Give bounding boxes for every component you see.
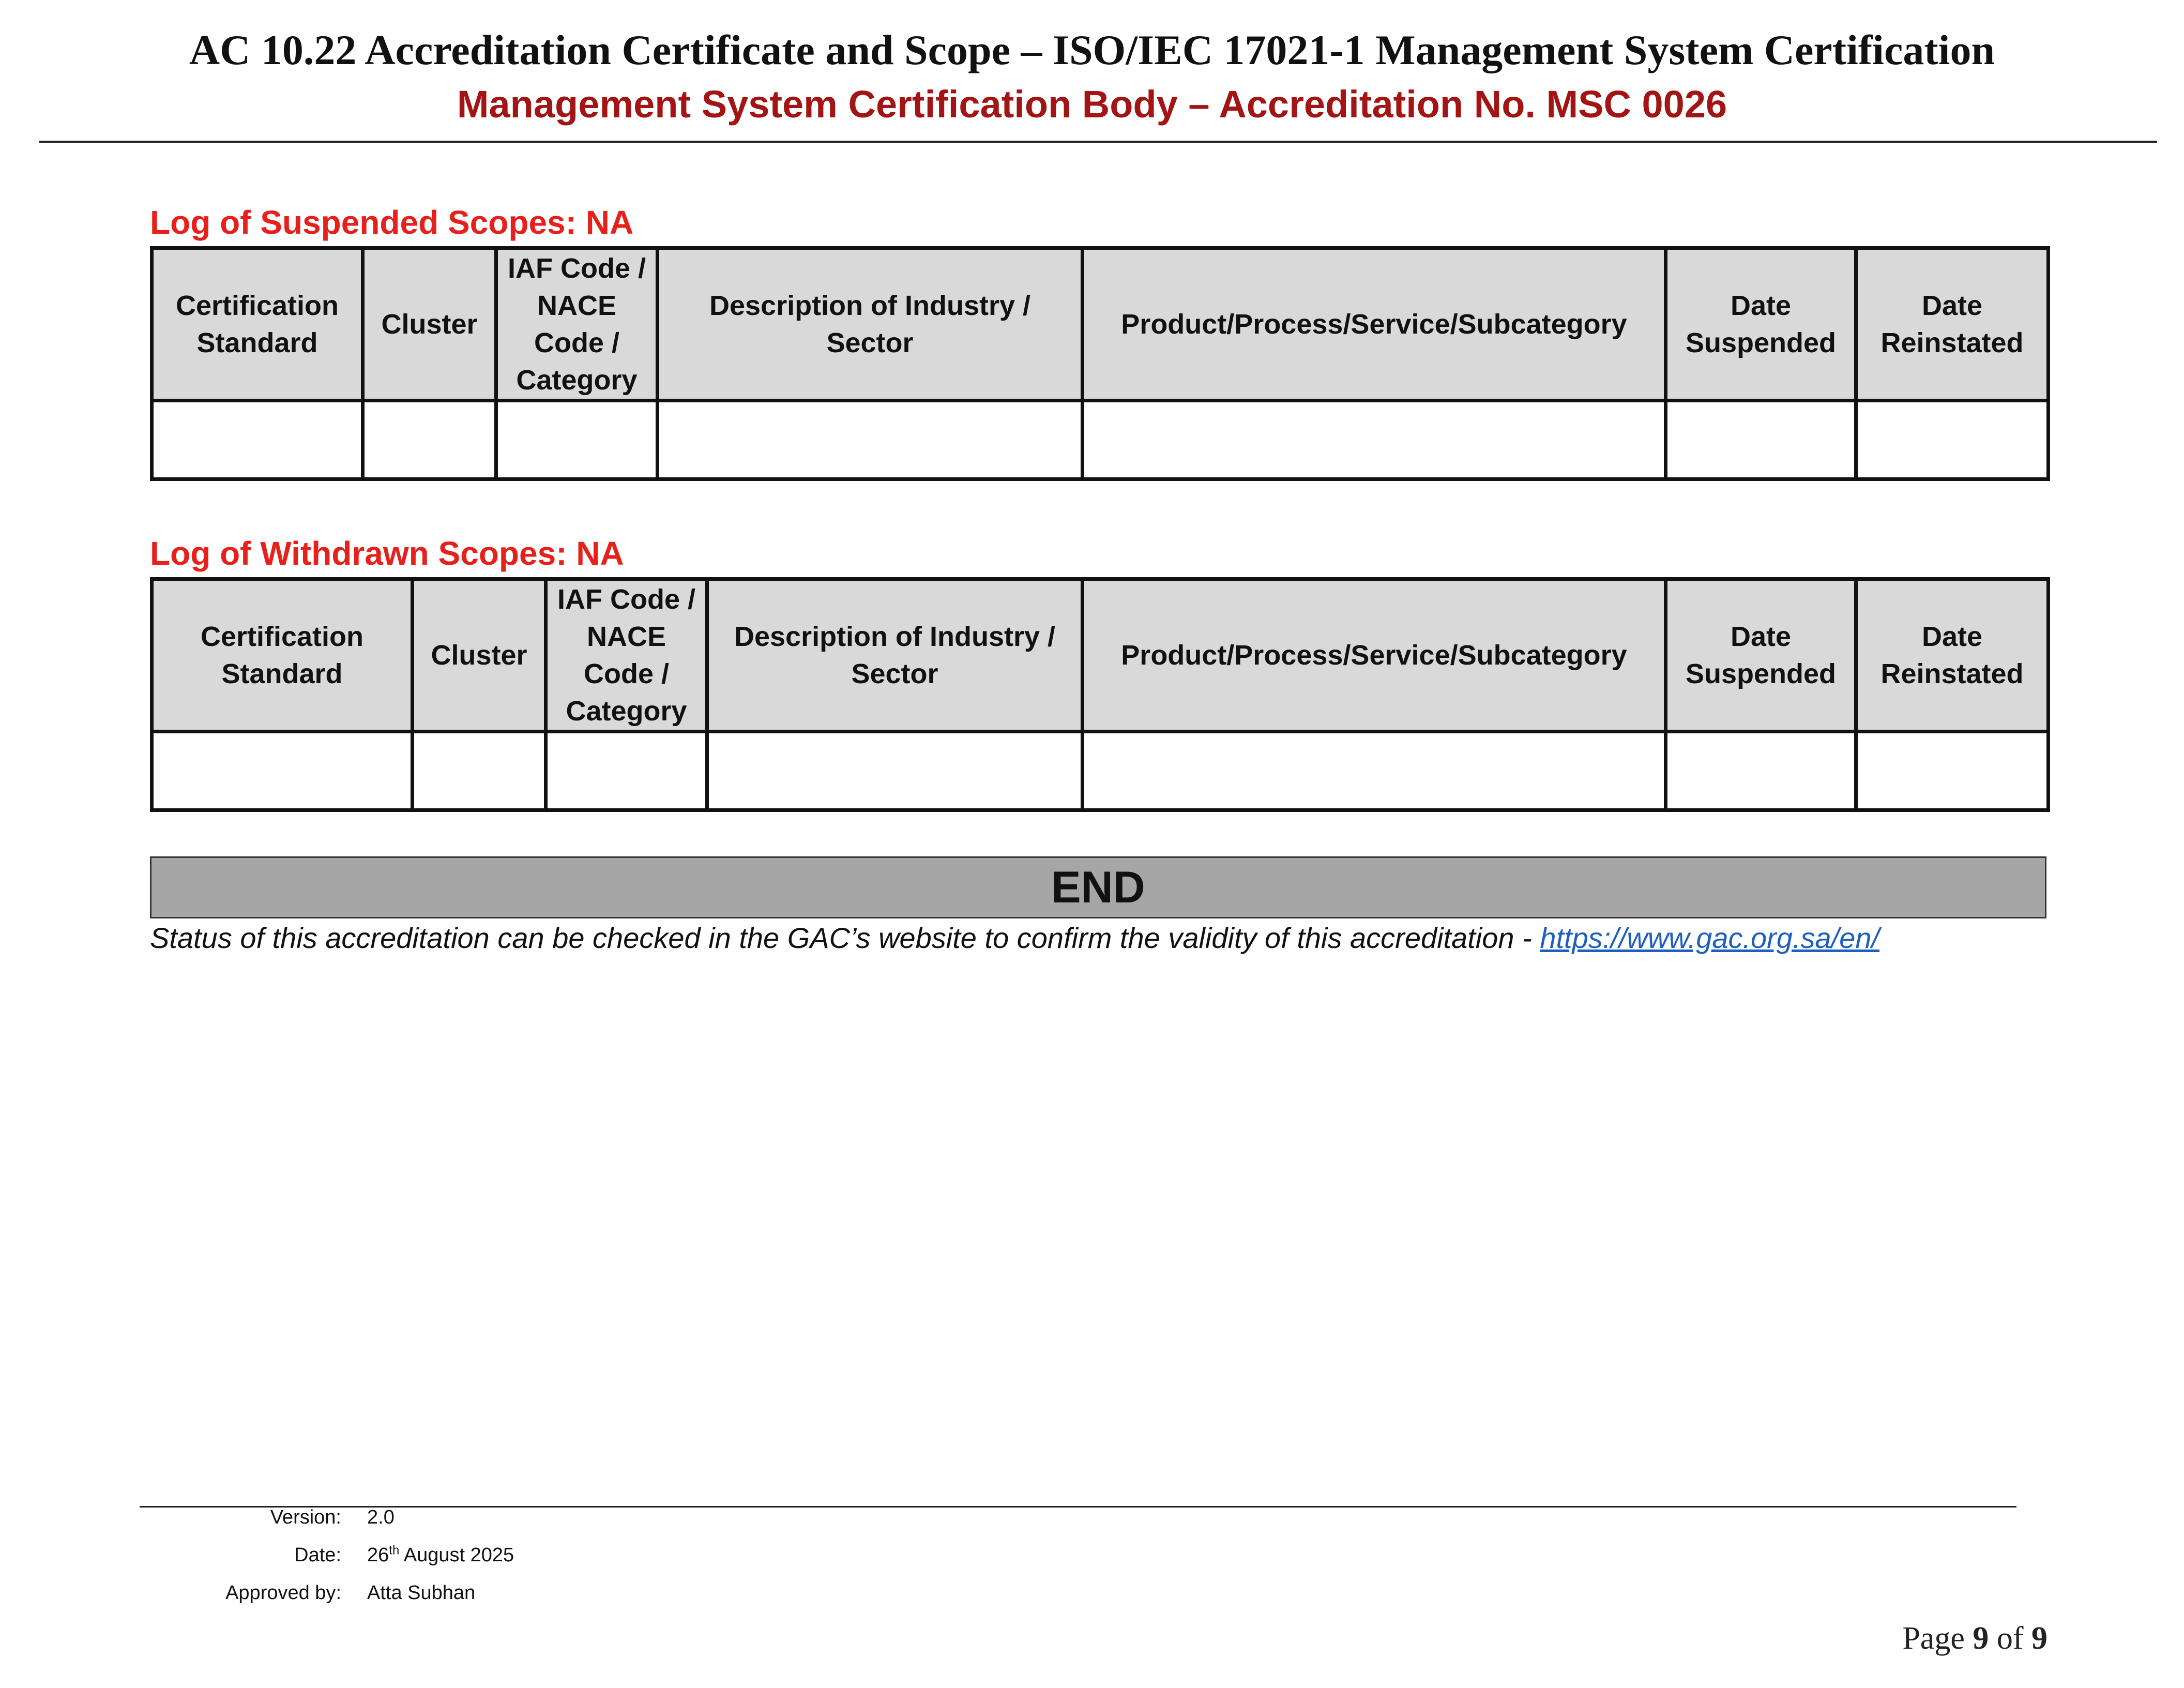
column-header-product-process: Product/Process/Service/Subcategory [1083,579,1666,732]
status-note [150,920,1879,957]
gac-website-link[interactable]: https://www.gac.org.sa/en/ [1540,922,1880,954]
table-row [152,732,2049,810]
table-cell [496,401,658,479]
withdrawn-scopes-heading: Log of Withdrawn Scopes: NA [150,535,624,572]
column-header-description: Description of Industry / Sector [658,248,1083,401]
suspended-scopes-table [150,246,2050,481]
table-cell [1856,401,2049,479]
table-cell [413,732,546,810]
end-banner: END [150,856,2046,918]
approved-by-label: Approved by: [225,1582,341,1604]
column-header-date-suspended: Date Suspended [1666,579,1856,732]
date-label: Date: [294,1544,341,1566]
table-cell [152,732,413,810]
table-cell [1666,732,1856,810]
table-cell [152,401,363,479]
page-title: AC 10.22 Accreditation Certificate and Scope – ISO/IEC 17021-1 Management System Certification [189,26,1995,73]
column-header-description: Description of Industry / Sector [707,579,1083,732]
date-value: 26th August 2025 [367,1543,514,1566]
suspended-scopes-heading: Log of Suspended Scopes: NA [150,204,634,241]
withdrawn-scopes-table [150,577,2050,812]
column-header-date-reinstated: Date Reinstated [1856,248,2049,401]
table-cell [1856,732,2049,810]
page-subtitle: Management System Certification Body – Accreditation No. MSC 0026 [457,83,1727,126]
column-header-cluster: Cluster [413,579,546,732]
version-value: 2.0 [367,1506,395,1528]
table-cell [658,401,1083,479]
column-header-cluster: Cluster [363,248,496,401]
table-row [152,401,2049,479]
column-header-iaf-code: IAF Code / NACE Code / Category [496,248,658,401]
table-cell [1666,401,1856,479]
approved-by-value: Atta Subhan [367,1582,476,1604]
table-cell [707,732,1083,810]
table-cell [363,401,496,479]
table-cell [1083,401,1666,479]
column-header-date-reinstated: Date Reinstated [1856,579,2049,732]
table-header-row [152,248,2049,401]
footer-divider [140,1506,2016,1508]
page-number: Page 9 of 9 [1902,1621,2048,1656]
column-header-certification-standard: Certification Standard [152,579,413,732]
column-header-product-process: Product/Process/Service/Subcategory [1083,248,1666,401]
column-header-iaf-code: IAF Code / NACE Code / Category [546,579,707,732]
column-header-certification-standard: Certification Standard [152,248,363,401]
version-label: Version: [270,1506,341,1528]
table-header-row [152,579,2049,732]
table-cell [546,732,707,810]
header-divider [39,141,2157,143]
status-note-text: Status of this accreditation can be checked in the GAC’s website to confirm the validity of this accreditation - [150,922,1540,954]
table-cell [1083,732,1666,810]
column-header-date-suspended: Date Suspended [1666,248,1856,401]
